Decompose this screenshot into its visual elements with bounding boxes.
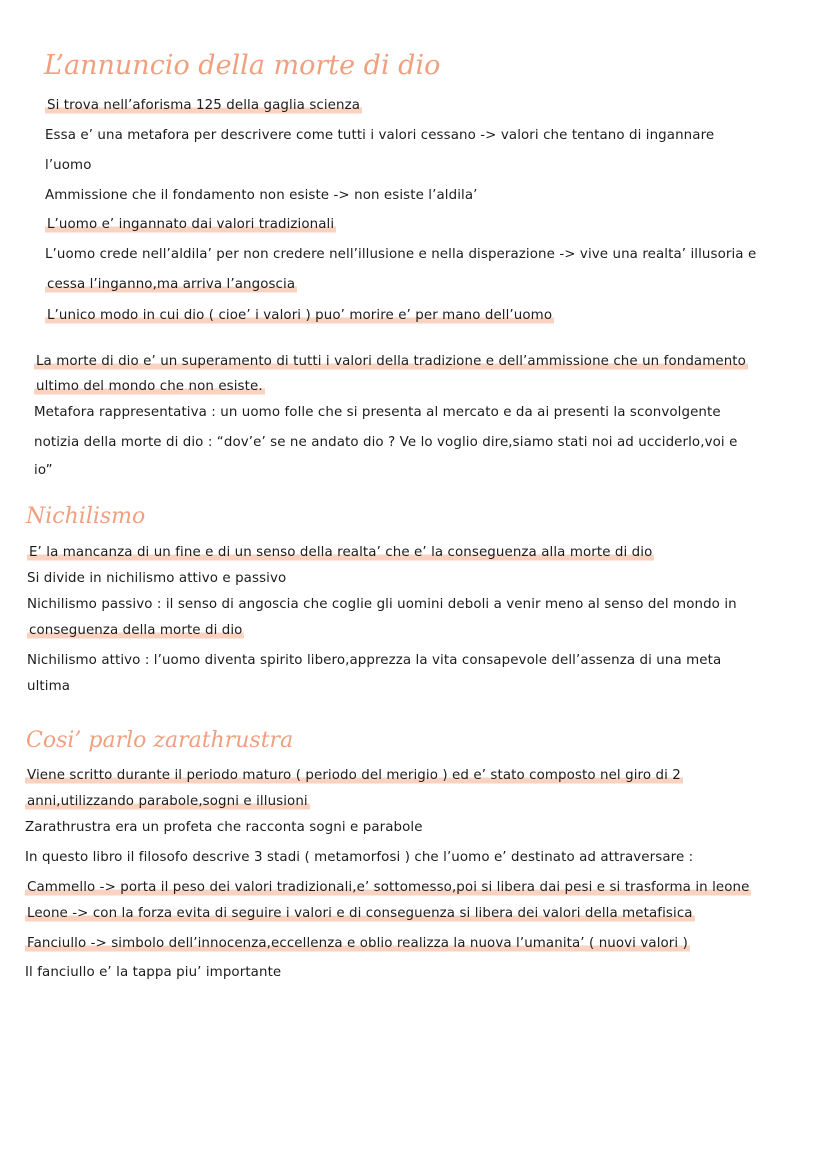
note-line: E’ la mancanza di un fine e di un senso della realta’ che e’ la conseguenza alla morte di dio xyxy=(29,545,653,560)
note-line: l’uomo xyxy=(45,158,92,173)
note-line: Leone -> con la forza evita di seguire i valori e di conseguenza si libera dei valori della metafisica xyxy=(27,906,693,921)
note-line: L’uomo e’ ingannato dai valori tradizionali xyxy=(47,217,335,232)
note-line: cessa l’inganno,ma arriva l’angoscia xyxy=(47,277,296,292)
section-title-morte-di-dio: L’annuncio della morte di dio xyxy=(44,50,441,81)
note-line: L’unico modo in cui dio ( cioe’ i valori ) puo’ morire e’ per mano dell’uomo xyxy=(47,308,553,323)
note-line: Nichilismo attivo : l’uomo diventa spirito libero,apprezza la vita consapevole dell’assenza di una meta xyxy=(27,653,722,668)
note-line: Si trova nell’aforisma 125 della gaglia scienza xyxy=(47,98,361,113)
note-line: Zarathrustra era un profeta che racconta sogni e parabole xyxy=(25,820,423,835)
note-line: notizia della morte di dio : “dov’e’ se ne andato dio ? Ve lo voglio dire,siamo stati noi ad ucciderlo,voi e xyxy=(34,435,738,450)
note-line: Si divide in nichilismo attivo e passivo xyxy=(27,571,287,586)
note-line: Cammello -> porta il peso dei valori tradizionali,e’ sottomesso,poi si libera dai pesi e si trasforma in leone xyxy=(27,880,750,895)
note-line: Essa e’ una metafora per descrivere come tutti i valori cessano -> valori che tentano di ingannare xyxy=(45,128,715,143)
note-line: ultimo del mondo che non esiste. xyxy=(36,379,263,394)
note-line: Il fanciullo e’ la tappa piu’ importante xyxy=(25,965,282,980)
note-line: La morte di dio e’ un superamento di tutti i valori della tradizione e dell’ammissione che un fondamento xyxy=(36,354,746,369)
note-line: conseguenza della morte di dio xyxy=(29,623,243,638)
section-title-zarathrustra: Cosi’ parlo zarathrustra xyxy=(26,728,294,753)
note-line: Nichilismo passivo : il senso di angoscia che coglie gli uomini deboli a venir meno al senso del mondo in xyxy=(27,597,737,612)
note-line: ultima xyxy=(27,679,71,694)
note-line: Viene scritto durante il periodo maturo ( periodo del merigio ) ed e’ stato composto nel giro di 2 xyxy=(27,768,681,783)
note-line: Ammissione che il fondamento non esiste -> non esiste l’aldila’ xyxy=(45,188,478,203)
note-line: Metafora rappresentativa : un uomo folle che si presenta al mercato e da ai presenti la sconvolgente xyxy=(34,405,721,420)
note-line: anni,utilizzando parabole,sogni e illusioni xyxy=(27,794,308,809)
note-line: Fanciullo -> simbolo dell’innocenza,eccellenza e oblio realizza la nuova l’umanita’ ( nuovi valori ) xyxy=(27,936,688,951)
note-line: L’uomo crede nell’aldila’ per non credere nell’illusione e nella disperazione -> vive una realta’ illusoria e xyxy=(45,247,757,262)
section-title-nichilismo: Nichilismo xyxy=(26,504,146,529)
note-line: In questo libro il filosofo descrive 3 stadi ( metamorfosi ) che l’uomo e’ destinato ad attraversare : xyxy=(25,850,694,865)
note-line: io” xyxy=(34,463,53,478)
